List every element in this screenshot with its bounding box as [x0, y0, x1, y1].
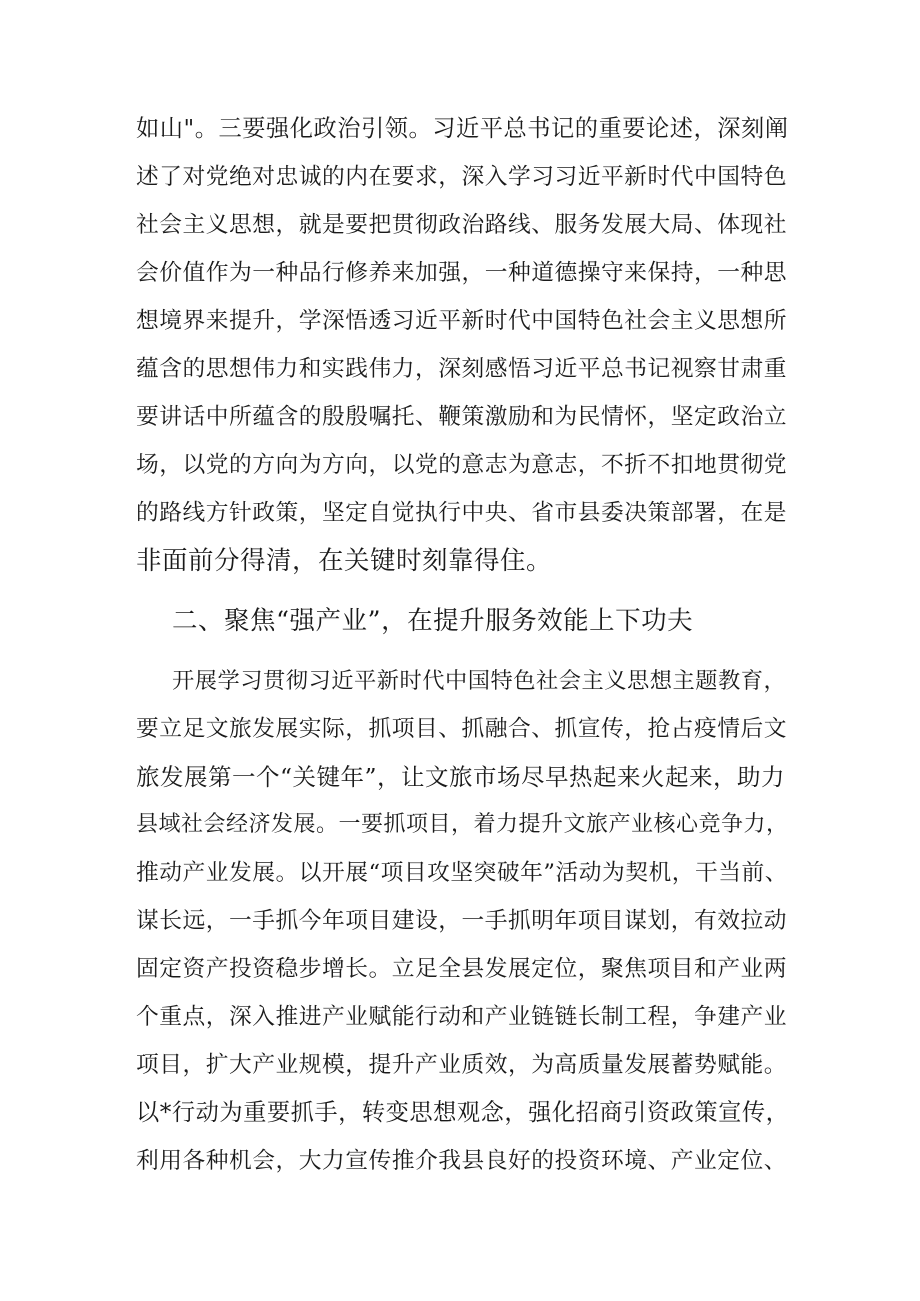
paragraph-2-line: 项目，扩大产业规模，提升产业质效，为高质量发展蓄势赋能。 — [136, 1052, 787, 1078]
paragraph-1-line: 场，以党的方向为方向，以党的意志为意志，不折不扣地贯彻党 — [136, 452, 787, 478]
paragraph-2-line: 利用各种机会，大力宣传推介我县良好的投资环境、产业定位、 — [136, 1148, 787, 1174]
paragraph-2-line: 县域社会经济发展。一要抓项目，着力提升文旅产业核心竞争力， — [136, 812, 789, 837]
paragraph-2-line: 推动产业发展。以开展“项目攻坚突破年”活动为契机，干当前、 — [136, 860, 789, 886]
paragraph-1-line: 蕴含的思想伟力和实践伟力，深刻感悟习近平总书记视察甘肃重 — [136, 356, 787, 382]
paragraph-2-line: 个重点，深入推进产业赋能行动和产业链链长制工程，争建产业 — [136, 1004, 787, 1030]
paragraph-2-line: 固定资产投资稳步增长。立足全县发展定位，聚焦项目和产业两 — [136, 956, 787, 982]
paragraph-1-line: 社会主义思想，就是要把贯彻政治路线、服务发展大局、体现社 — [136, 212, 787, 238]
paragraph-2-line: 要立足文旅发展实际，抓项目、抓融合、抓宣传，抢占疫情后文 — [136, 716, 787, 742]
paragraph-2-line: 开展学习贯彻习近平新时代中国特色社会主义思想主题教育， — [172, 668, 787, 694]
paragraph-1-line: 非面前分得清，在关键时刻靠得住。 — [136, 546, 553, 576]
paragraph-1-line: 述了对党绝对忠诚的内在要求，深入学习习近平新时代中国特色 — [136, 164, 787, 190]
paragraph-2-line: 旅发展第一个“关键年”，让文旅市场尽早热起来火起来，助力 — [136, 763, 786, 791]
paragraph-1-line: 会价值作为一种品行修养来加强，一种道德操守来保持，一种思 — [136, 260, 787, 286]
paragraph-1-line: 要讲话中所蕴含的殷殷嘱托、鞭策激励和为民情怀，坚定政治立 — [136, 404, 787, 430]
section-heading: 二、聚焦“强产业”，在提升服务效能上下功夫 — [172, 606, 694, 636]
paragraph-2-line: 以*行动为重要抓手，转变思想观念，强化招商引资政策宣传， — [136, 1099, 790, 1126]
paragraph-1-line: 的路线方针政策，坚定自觉执行中央、省市县委决策部署，在是 — [136, 500, 787, 526]
paragraph-1-line: 如山"。三要强化政治引领。习近平总书记的重要论述，深刻阐 — [136, 115, 789, 142]
paragraph-1-line: 想境界来提升，学深悟透习近平新时代中国特色社会主义思想所 — [136, 308, 787, 334]
paragraph-2-line: 谋长远，一手抓今年项目建设，一手抓明年项目谋划，有效拉动 — [136, 908, 787, 934]
